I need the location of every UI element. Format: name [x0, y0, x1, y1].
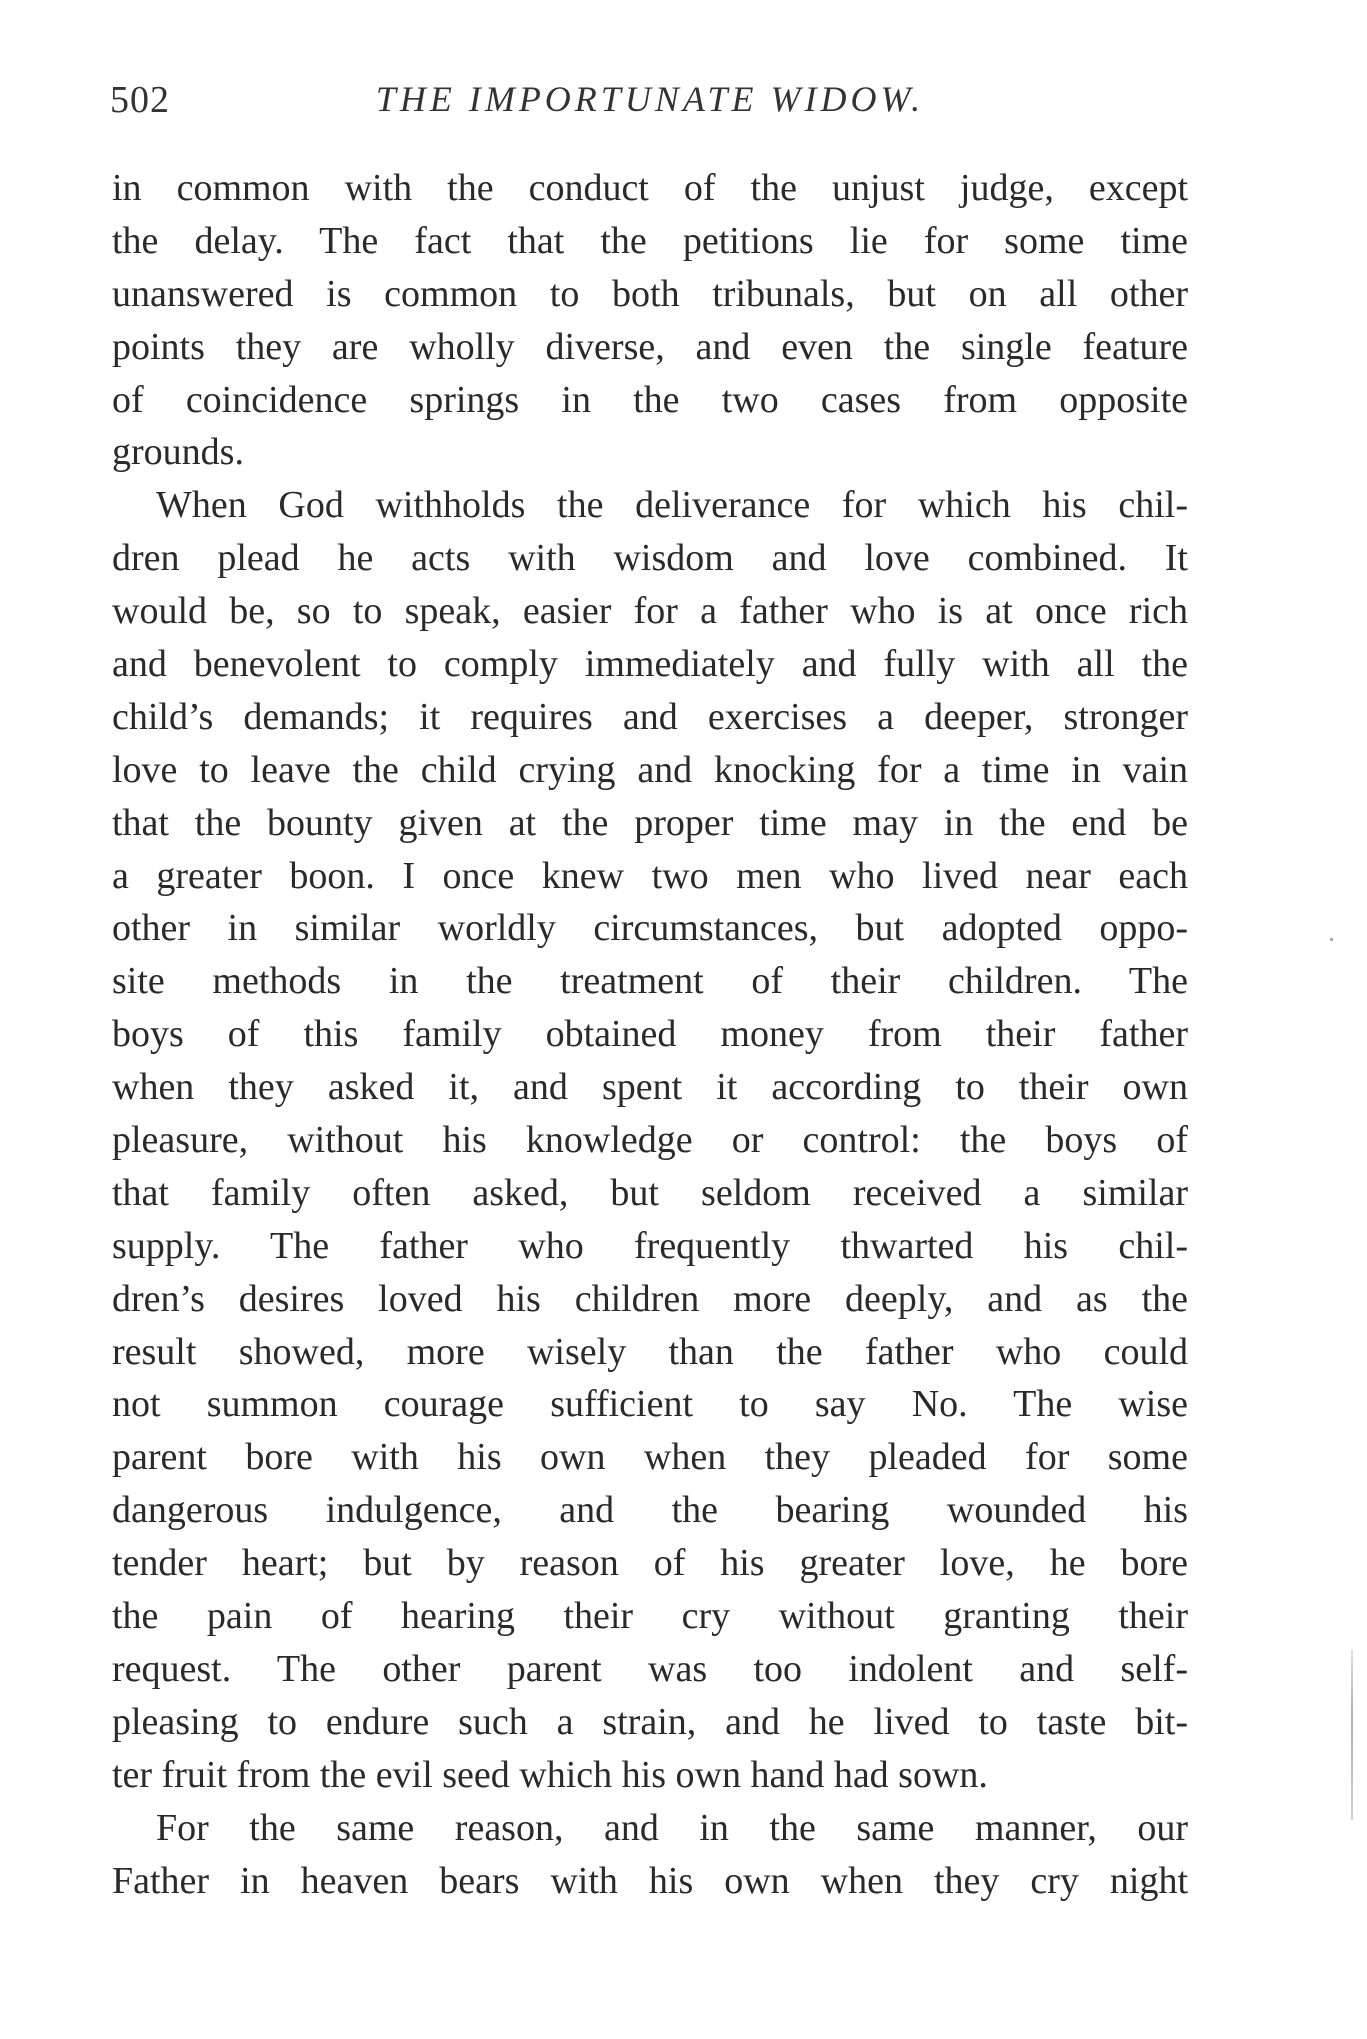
text-line: that the bounty given at the proper time may in the end be — [112, 801, 1188, 844]
page-edge-mark — [1351, 1650, 1353, 1820]
page-number: 502 — [110, 79, 170, 121]
text-line: in common with the conduct of the unjust judge, except — [112, 167, 1188, 209]
text-line: Father in heaven bears with his own when they cry night — [112, 1859, 1188, 1902]
text-line: For the same reason, and in the same manner, our — [156, 1806, 1188, 1849]
text-line: unanswered is common to both tribunals, but on all other — [112, 272, 1188, 315]
page-header — [110, 78, 1190, 128]
text-line: boys of this family obtained money from their father — [112, 1013, 1188, 1056]
text-line: pleasing to endure such a strain, and he lived to taste bit- — [112, 1700, 1188, 1743]
text-line: would be, so to speak, easier for a father who is at once rich — [112, 590, 1188, 633]
text-line: When God withholds the deliverance for which his chil- — [156, 484, 1188, 527]
text-line: result showed, more wisely than the father who could — [112, 1330, 1188, 1373]
text-line: request. The other parent was too indolent and self- — [112, 1647, 1188, 1690]
text-line: supply. The father who frequently thwarted his chil- — [112, 1224, 1188, 1267]
text-line: pleasure, without his knowledge or control: the boys of — [112, 1119, 1188, 1162]
text-line: a greater boon. I once knew two men who lived near each — [112, 854, 1188, 897]
text-line: and benevolent to comply immediately and fully with all the — [112, 643, 1188, 686]
text-line: dren plead he acts with wisdom and love combined. It — [112, 537, 1188, 580]
body-text — [112, 162, 1188, 1907]
running-title: THE IMPORTUNATE WIDOW. — [375, 79, 925, 119]
text-line: love to leave the child crying and knocking for a time in vain — [112, 748, 1188, 791]
text-line: ter fruit from the evil seed which his own hand had sown. — [112, 1753, 988, 1796]
text-line: dren’s desires loved his children more deeply, and as the — [112, 1277, 1188, 1320]
text-line: not summon courage sufficient to say No. The wise — [112, 1383, 1188, 1426]
text-line: that family often asked, but seldom received a similar — [112, 1171, 1188, 1214]
text-line: tender heart; but by reason of his greater love, he bore — [112, 1542, 1188, 1585]
text-line: child’s demands; it requires and exercises a deeper, stronger — [112, 695, 1188, 738]
text-line: site methods in the treatment of their children. The — [112, 960, 1188, 1003]
text-line: grounds. — [112, 431, 244, 474]
text-line: points they are wholly diverse, and even the single feature — [112, 325, 1188, 368]
text-line: when they asked it, and spent it according to their own — [112, 1066, 1188, 1109]
text-line: the delay. The fact that the petitions lie for some time — [112, 219, 1188, 262]
text-line: of coincidence springs in the two cases from opposite — [112, 378, 1188, 421]
paper-speck — [1330, 938, 1333, 941]
text-line: the pain of hearing their cry without granting their — [112, 1595, 1188, 1638]
text-line: dangerous indulgence, and the bearing wounded his — [112, 1489, 1188, 1532]
text-line: parent bore with his own when they pleaded for some — [112, 1436, 1188, 1479]
text-line: other in similar worldly circumstances, but adopted oppo- — [112, 907, 1188, 950]
